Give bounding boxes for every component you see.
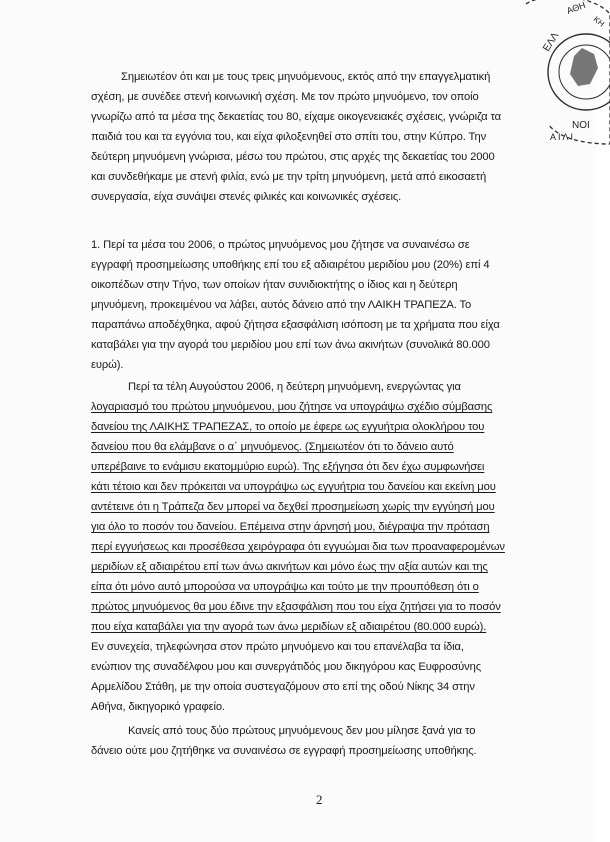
para3-line-6: κάτι τέτοιο και δεν πρόκειται να υπογράψω ως εγγυήτρια του δανείου και εκείνη μου	[91, 481, 496, 493]
para2-line-2: εγγραφή προσημείωσης υποθήκης επί του εξ αδιαιρέτου μεριδίου μου (20%) επί 4	[91, 259, 490, 271]
para3-line-5: υπερέβαινε το ενάμισυ εκατομμύριο ευρώ). Της εξήγησα ότι δεν έχω συμφωνήσει	[91, 461, 485, 473]
para3-line-16: Αρμελίδου Στάθη, με την οποία συστεγαζόμουν στο επί της οδού Νίκης 34 στην	[91, 681, 475, 693]
para3-line-7: αντέτεινε ότι η Τράπεζα δεν μπορεί να δεχθεί προσημείωση χωρίς την εγγύησή μου	[91, 501, 495, 513]
para2-line-1: 1. Περί τα μέσα του 2006, ο πρώτος μηνυόμενος μου ζήτησε να συναινέσω σε	[91, 239, 470, 251]
para3-line-2: λογαριασμό του πρώτου μηνυόμενου, μου ζήτησε να υπογράψω σχέδιο σύμβασης	[91, 401, 493, 413]
svg-text:ΕΛΛ: ΕΛΛ	[541, 30, 562, 54]
para3-line-11: είπα ότι μόνο αυτό μπορούσα να υπογράψω και τούτο με την προυπόθεση ότι ο	[91, 581, 479, 593]
para4-line-1: Κανείς από τους δύο πρώτους μηνυόμενους δεν μου μίλησε ξανά για το	[128, 725, 476, 737]
para2-line-6: καταβάλει για την αγορά του μεριδίου μου επί των άνω ακινήτων (συνολικά 80.000	[91, 339, 490, 351]
para1-line-4: παιδιά του και τα εγγόνια του, και είχα φιλοξενηθεί στο σπίτι του, στην Κύπρο. Την	[91, 131, 487, 143]
para3-line-8: για όλο το ποσόν του δανείου. Επέμεινα στην άρνησή μου, διέγραψα την πρόταση	[91, 521, 490, 533]
para3-line-14: Εν συνεχεία, τηλεφώνησα στον πρώτο μηνυόμενο και του επανέλαβα τα ίδια,	[91, 641, 464, 653]
para1-line-5: δεύτερη μηνυόμενη γνώρισα, μέσω του πρώτου, στις αρχές της δεκαετίας του 2000	[91, 151, 495, 163]
para3-line-17: Αθήνα, δικηγορικό γραφείο.	[91, 701, 226, 713]
para3-line-12: πρώτος μηνυόμενος θα μου έδινε την εξασφάλιση που του είχα ζητήσει για το ποσόν	[91, 601, 501, 613]
para2-line-5: παραπάνω αποδέχθηκα, αφού ζήτησα εξασφάλιση ισόποση με τα χρήματα που είχα	[91, 319, 500, 331]
para3-line-1: Περί τα τέλη Αυγούστου 2006, η δεύτερη μηνυόμενη, ενεργώντας για	[128, 381, 461, 393]
para1-line-7: συνεργασία, είχα συνάψει στενές φιλικές και κοινωνικές σχέσεις.	[91, 191, 402, 203]
svg-text:Α Ι Λ Ι: Α Ι Λ Ι	[550, 132, 574, 142]
para2-line-3: οικοπέδων στην Τήνο, των οποίων ήταν συνιδιοκτήτης ο ίδιος και η δεύτερη	[91, 279, 458, 291]
page-number: 2	[316, 792, 323, 807]
para4-line-2: δάνειο ούτε μου ζητήθηκε να συναινέσω σε εγγραφή προσημείωσης υποθήκης.	[91, 745, 477, 757]
para3-line-13: που είχα καταβάλει για την αγορά των άνω μεριδίων εξ αδιαιρέτου (80.000 ευρώ).	[91, 621, 487, 633]
para1-line-2: σχέση, με συνέδεε στενή κοινωνική σχέση. Με τον πρώτο μηνυόμενο, τον οποίο	[91, 91, 479, 103]
para1-line-3: γνωρίζω από τα μέσα της δεκαετίας του 80, είχαμε οικογενειακές σχέσεις, γνώριζα τα	[91, 111, 502, 123]
svg-text:ΚΗ: ΚΗ	[591, 14, 607, 29]
para3-line-10: μεριδίων εξ αδιαιρέτου επί των άνω ακινήτων και μόνο έως την αξία αυτών και της	[91, 561, 488, 573]
para3-line-9: περί εγγυήσεως και προσέθεσα χειρόγραφα ότι εγγυώμαι δια των προαναφερομένων	[91, 541, 505, 553]
svg-text:ΑΘΗ: ΑΘΗ	[565, 0, 587, 16]
para2-line-4: μηνυόμενη, προκειμένου να λάβει, αυτός δάνειο από την ΛΑΙΚΗ ΤΡΑΠΕΖΑ. Το	[91, 299, 472, 311]
stamp-seal-graphic	[498, 0, 610, 144]
svg-text:ΝΟΙ: ΝΟΙ	[572, 120, 590, 131]
official-stamp	[498, 0, 610, 144]
para1-line-1: Σημειωτέον ότι και με τους τρεις μηνυόμενους, εκτός από την επαγγελματική	[121, 71, 491, 83]
para2-line-7: ευρώ).	[91, 359, 124, 371]
para3-line-15: ενώπιον της συναδέλφου μου και συνεργάτιδός μου δικηγόρου κας Ευφροσύνης	[91, 661, 482, 673]
para3-line-3: δανείου της ΛΑΙΚΗΣ ΤΡΑΠΕΖΑΣ, το οποίο με έφερε ως εγγυήτρια ολοκλήρου του	[91, 421, 485, 433]
para3-line-4: δανείου που θα ελάμβανε ο α΄ μηνυόμενος. (Σημειωτέον ότι το δάνειο αυτό	[91, 441, 454, 453]
para1-line-6: και συνδεθήκαμε με στενή φιλία, ενώ με την τρίτη μηνυόμενη, μετά από εικοσαετή	[91, 171, 487, 183]
